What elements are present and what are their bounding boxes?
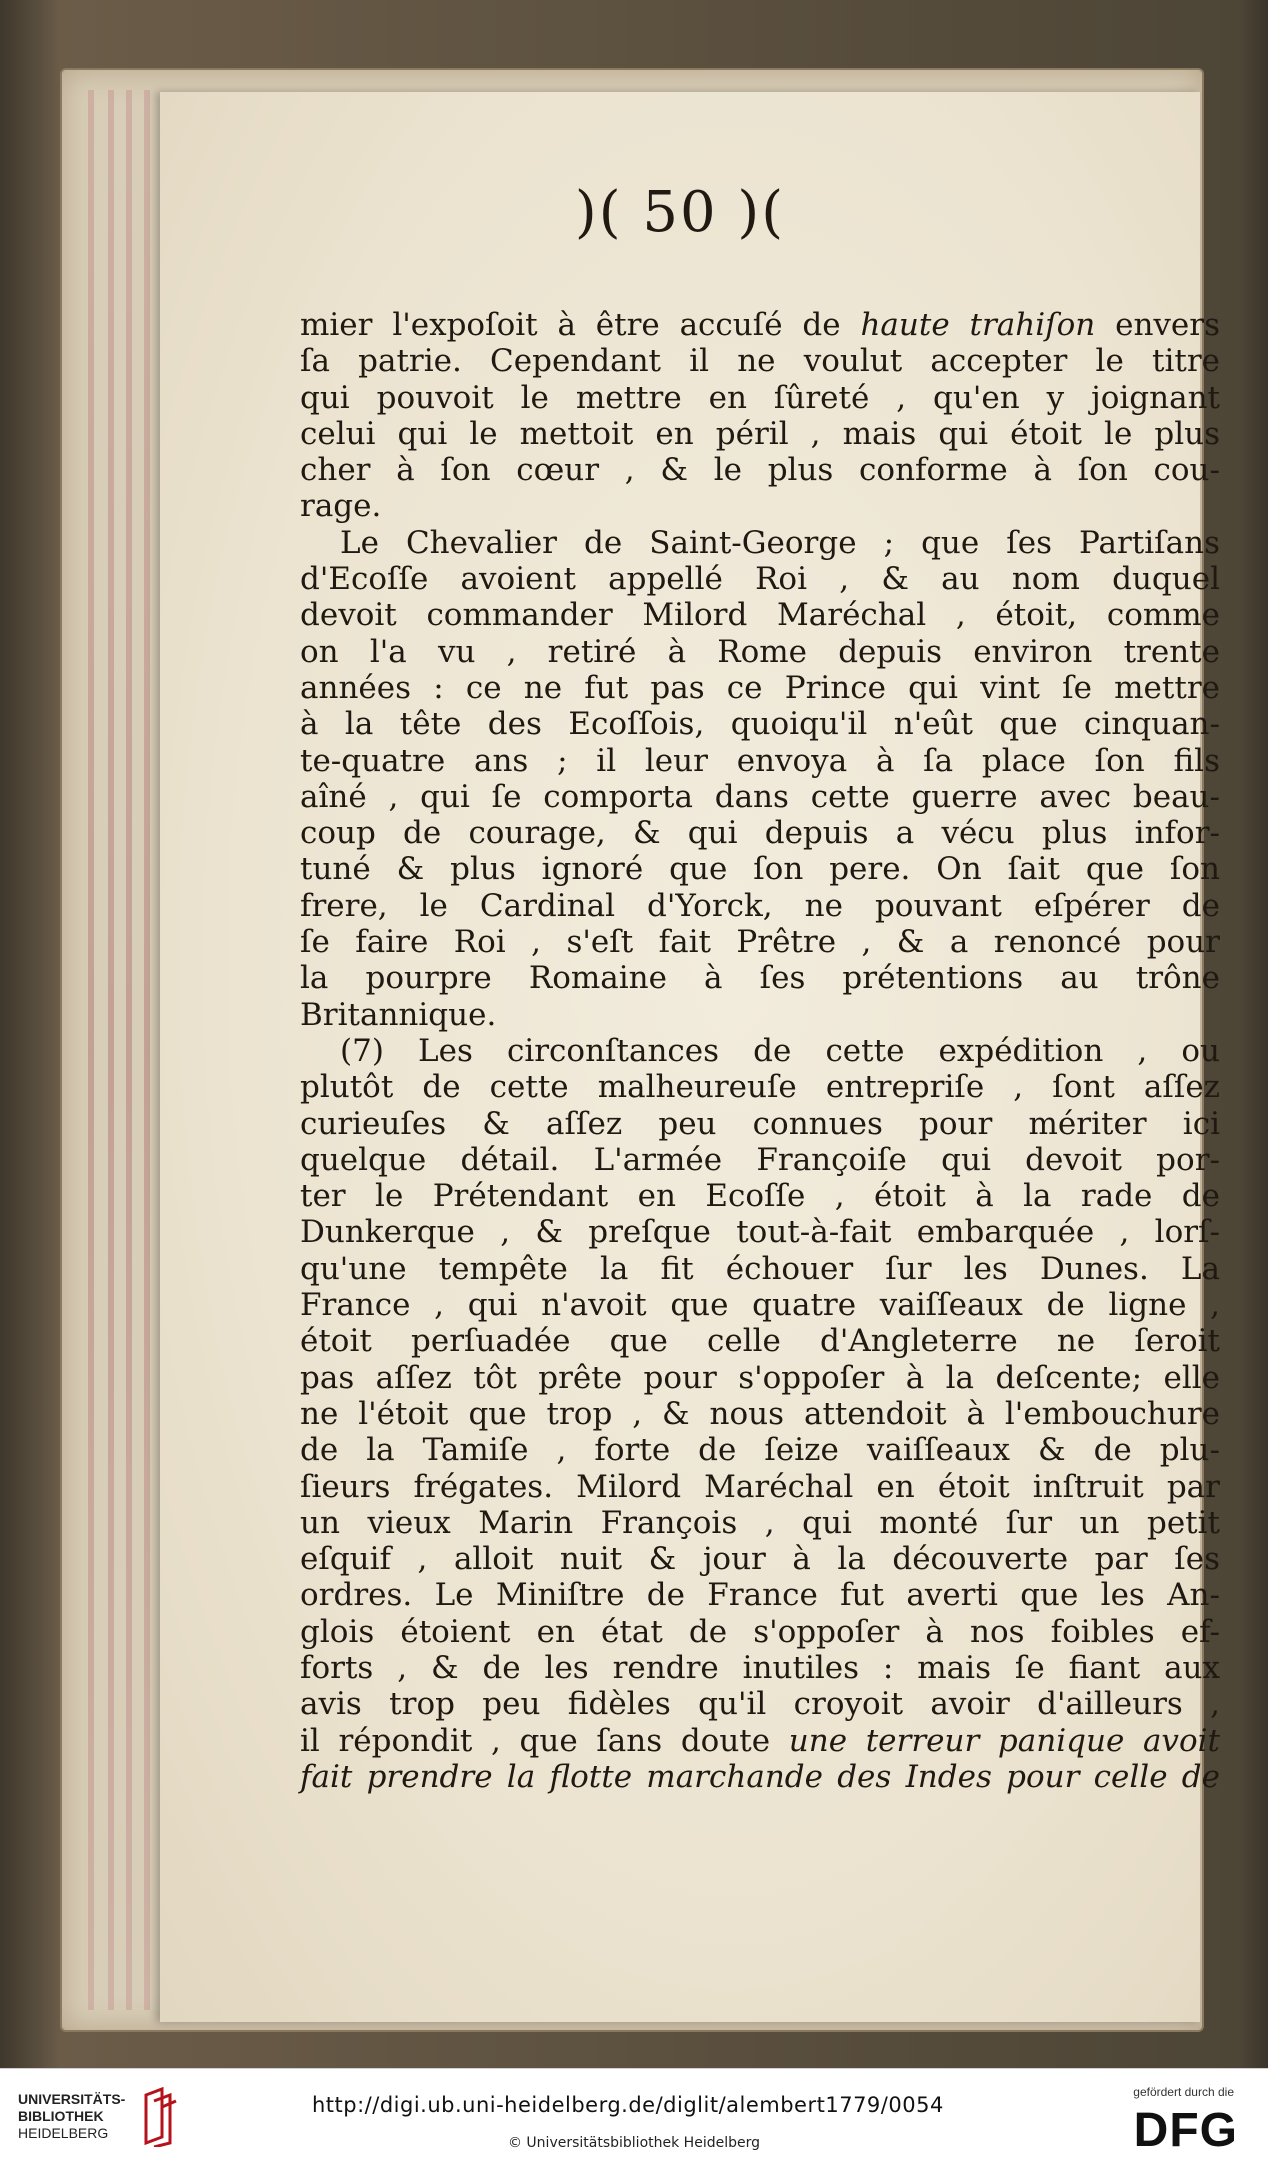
text-fragment: aîné , qui ſe comporta dans cette guerre avec beau- bbox=[300, 778, 1220, 815]
text-line bbox=[300, 960, 1220, 996]
text-fragment: coup de courage, & qui depuis a vécu plus infor- bbox=[300, 815, 1220, 852]
text-line bbox=[300, 1759, 1220, 1795]
text-fragment: Britannique. bbox=[300, 996, 497, 1033]
text-fragment: frere, le Cardinal d'Yorck, ne pouvant eſpérer de bbox=[300, 887, 1220, 924]
text-fragment: France , qui n'avoit que quatre vaiſſeaux de ligne , bbox=[300, 1287, 1220, 1324]
text-line bbox=[300, 1142, 1220, 1178]
text-line bbox=[300, 634, 1220, 670]
text-line bbox=[300, 1214, 1220, 1250]
text-fragment: ordres. Le Miniſtre de France fut averti que les An- bbox=[300, 1577, 1220, 1614]
text-fragment: rage. bbox=[300, 488, 382, 525]
dfg-logo[interactable]: DFG bbox=[1133, 2104, 1238, 2157]
text-line bbox=[300, 1614, 1220, 1650]
page-edge-stripe bbox=[126, 90, 132, 2010]
text-line bbox=[300, 743, 1220, 779]
page-header: )( 50 )( bbox=[574, 180, 786, 245]
text-fragment: Le Chevalier de Saint-George ; que ſes Partiſans bbox=[340, 524, 1220, 561]
text-line bbox=[300, 307, 1220, 343]
text-fragment: glois étoient en état de s'oppoſer à nos foibles ef- bbox=[300, 1613, 1220, 1650]
text-fragment: celui qui le mettoit en péril , mais qui étoit le plus bbox=[300, 415, 1220, 452]
funded-by-label: gefördert durch die bbox=[1133, 2085, 1234, 2099]
text-fragment: ſa patrie. Cependant il ne voulut accepter le titre bbox=[300, 343, 1220, 380]
text-fragment: pas aſſez tôt prête pour s'oppoſer à la deſcente; elle bbox=[300, 1359, 1220, 1396]
page-text bbox=[300, 307, 1220, 1795]
text-line bbox=[300, 815, 1220, 851]
text-fragment: quelque détail. L'armée Françoiſe qui devoit por- bbox=[300, 1141, 1220, 1178]
text-line bbox=[300, 1505, 1220, 1541]
text-line bbox=[300, 997, 1220, 1033]
text-fragment: te-quatre ans ; il leur envoya à ſa place ſon fils bbox=[300, 742, 1220, 779]
text-line bbox=[300, 1360, 1220, 1396]
text-fragment: ſieurs frégates. Milord Maréchal en étoit inſtruit par bbox=[300, 1468, 1220, 1505]
text-line bbox=[300, 1541, 1220, 1577]
copyright-notice: © Universitätsbibliothek Heidelberg bbox=[507, 2135, 760, 2151]
text-line bbox=[300, 1650, 1220, 1686]
text-line bbox=[300, 488, 1220, 524]
text-fragment: mier l'expoſoit à être accuſé de bbox=[300, 307, 861, 343]
logo-line: UNIVERSITÄTS- bbox=[18, 2091, 126, 2107]
text-fragment: eſquif , alloit nuit & jour à la découverte par ſes bbox=[300, 1541, 1220, 1578]
text-line bbox=[300, 924, 1220, 960]
text-fragment: ne l'étoit que trop , & nous attendoit à l'embouchure bbox=[300, 1395, 1220, 1432]
text-fragment: de la Tamiſe , forte de ſeize vaiſſeaux & de plu- bbox=[300, 1432, 1220, 1469]
text-line bbox=[300, 706, 1220, 742]
text-fragment: il répondit , que ſans doute bbox=[300, 1722, 789, 1759]
text-line bbox=[300, 1396, 1220, 1432]
text-fragment: ter le Prétendant en Ecoſſe , étoit à la rade de bbox=[300, 1178, 1220, 1215]
text-fragment: Dunkerque , & preſque tout-à-fait embarquée , lorſ- bbox=[300, 1214, 1220, 1251]
text-line bbox=[300, 452, 1220, 488]
text-fragment: devoit commander Milord Maréchal , étoit, comme bbox=[300, 597, 1220, 634]
text-fragment: plutôt de cette malheureuſe entrepriſe , ſont aſſez bbox=[300, 1069, 1220, 1106]
text-fragment: curieuſes & aſſez peu connues pour mériter ici bbox=[300, 1105, 1220, 1142]
footer-bar bbox=[0, 2068, 1268, 2168]
text-line bbox=[300, 380, 1220, 416]
text-fragment: tuné & plus ignoré que ſon pere. On ſait que ſon bbox=[300, 851, 1220, 888]
text-line bbox=[300, 343, 1220, 379]
text-line bbox=[300, 1251, 1220, 1287]
text-fragment: une terreur panique avoit bbox=[788, 1722, 1220, 1759]
text-line bbox=[300, 1323, 1220, 1359]
text-fragment: haute trahiſon bbox=[860, 307, 1096, 343]
text-fragment: cher à ſon cœur , & le plus conforme à ſon cou- bbox=[300, 452, 1220, 489]
text-fragment: ſe faire Roi , s'eſt fait Prêtre , & a renoncé pour bbox=[300, 924, 1220, 961]
logo-line: HEIDELBERG bbox=[18, 2125, 109, 2141]
text-line bbox=[300, 1723, 1220, 1759]
text-fragment: à la tête des Ecoſſois, quoiqu'il n'eût que cinquan- bbox=[300, 706, 1220, 743]
text-fragment: qu'une tempête la fit échouer ſur les Dunes. La bbox=[300, 1250, 1220, 1287]
text-line bbox=[300, 416, 1220, 452]
text-line bbox=[300, 1069, 1220, 1105]
text-fragment: années : ce ne fut pas ce Prince qui vint ſe mettre bbox=[300, 669, 1220, 706]
text-line bbox=[300, 888, 1220, 924]
logo-line: BIBLIOTHEK bbox=[18, 2108, 104, 2124]
text-fragment: on l'a vu , retiré à Rome depuis environ trente bbox=[300, 633, 1220, 670]
text-line bbox=[300, 1432, 1220, 1468]
text-line bbox=[300, 1178, 1220, 1214]
text-fragment: qui pouvoit le mettre en ſûreté , qu'en y joignant bbox=[300, 379, 1220, 416]
text-fragment: forts , & de les rendre inutiles : mais ſe fiant aux bbox=[300, 1649, 1220, 1686]
text-line bbox=[300, 779, 1220, 815]
text-fragment: (7) Les circonſtances de cette expédition , ou bbox=[340, 1032, 1220, 1069]
permalink-url[interactable]: http://digi.ub.uni-heidelberg.de/diglit/alembert1779/0054 bbox=[312, 2093, 944, 2117]
page-edge-stripe bbox=[88, 90, 94, 2010]
text-line bbox=[300, 561, 1220, 597]
text-fragment: un vieux Marin François , qui monté ſur un petit bbox=[300, 1504, 1220, 1541]
book-page bbox=[160, 92, 1221, 2022]
text-line bbox=[300, 597, 1220, 633]
page-edge-stripe bbox=[108, 90, 114, 2010]
text-line bbox=[300, 1033, 1220, 1069]
page-edge-stripe bbox=[144, 90, 150, 2010]
text-fragment: la pourpre Romaine à ſes prétentions au trône bbox=[300, 960, 1220, 997]
text-fragment: étoit perſuadée que celle d'Angleterre ne ſeroit bbox=[300, 1323, 1220, 1360]
text-fragment: avis trop peu fidèles qu'il croyoit avoir d'ailleurs , bbox=[300, 1686, 1220, 1723]
text-line bbox=[300, 851, 1220, 887]
text-line bbox=[300, 1106, 1220, 1142]
text-fragment: fait prendre la flotte marchande des Indes pour celle de bbox=[300, 1758, 1220, 1795]
text-line bbox=[300, 1469, 1220, 1505]
text-line bbox=[300, 1577, 1220, 1613]
text-line bbox=[300, 1287, 1220, 1323]
text-line bbox=[300, 525, 1220, 561]
text-line bbox=[300, 1686, 1220, 1722]
text-fragment: envers bbox=[1095, 307, 1221, 343]
text-fragment: d'Ecoſſe avoient appellé Roi , & au nom duquel bbox=[300, 561, 1220, 598]
text-line bbox=[300, 670, 1220, 706]
